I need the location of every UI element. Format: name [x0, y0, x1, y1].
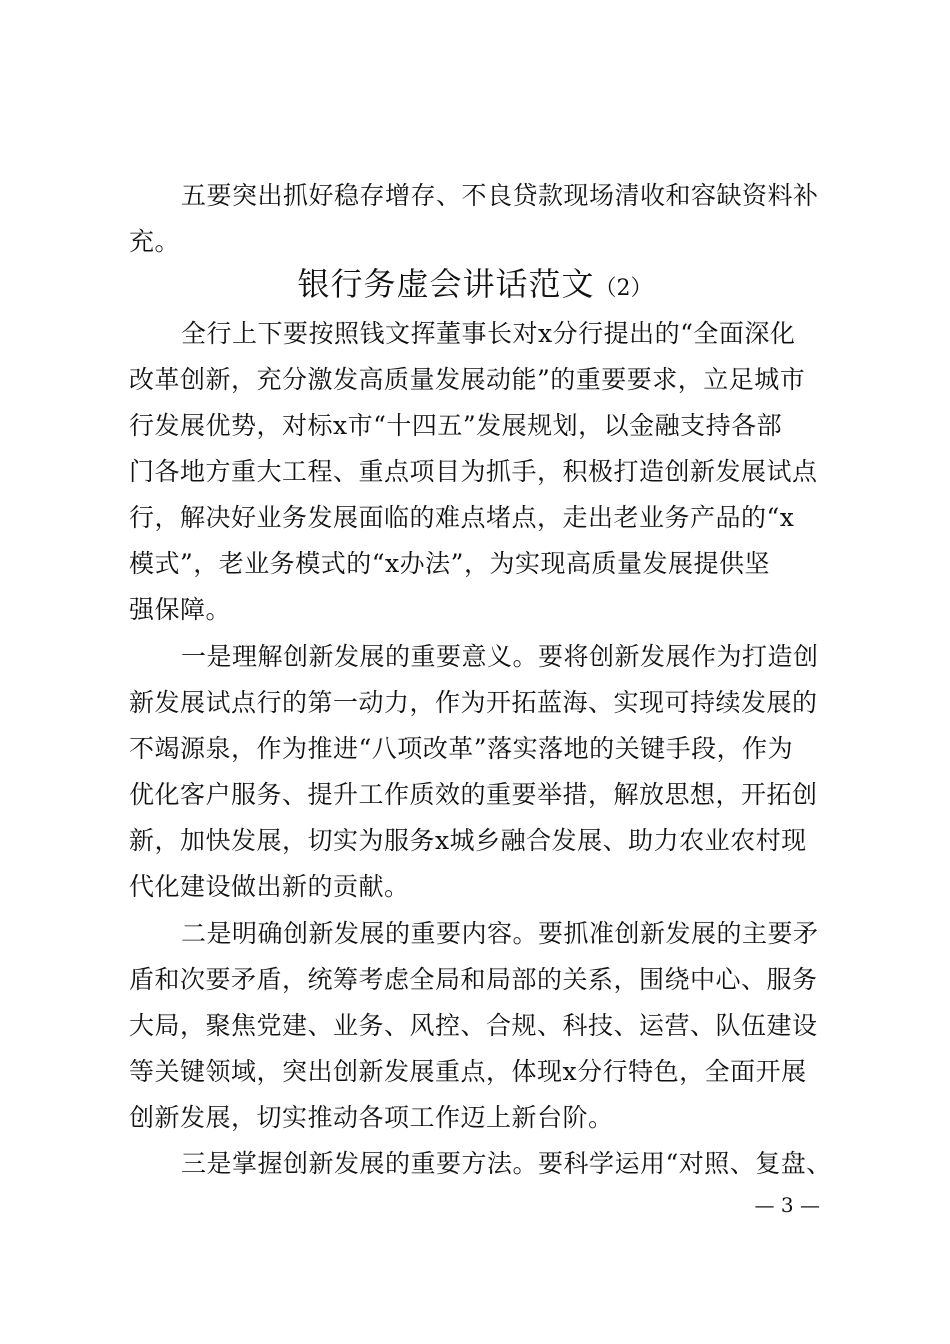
section-title — [0, 262, 950, 311]
paragraph3-line-5: 创新发展，切实推动各项工作迈上新台阶。 — [129, 1103, 614, 1132]
paragraph2-line-4: 优化客户服务、提升工作质效的重要举措，解放思想，开拓创 — [129, 780, 818, 809]
paragraph1-line-5: 行，解决好业务发展面临的难点堵点，走出老业务产品的“x — [129, 503, 795, 532]
intro-line-2: 充。 — [129, 227, 181, 256]
section-title-suffix: （2） — [594, 276, 653, 301]
paragraph3-line-2: 盾和次要矛盾，统筹考虑全局和局部的关系，围绕中心、服务 — [129, 965, 818, 994]
paragraph1-line-6: 模式”，老业务模式的“x办法”，为实现高质量发展提供坚 — [129, 549, 770, 578]
paragraph3-line-4: 等关键领域，突出创新发展重点，体现x分行特色，全面开展 — [129, 1057, 807, 1086]
intro-line-1: 五要突出抓好稳存增存、不良贷款现场清收和容缺资料补 — [181, 181, 819, 210]
paragraph2-line-5: 新，加快发展，切实为服务x城乡融合发展、助力农业农村现 — [129, 826, 807, 855]
paragraph2-line-3: 不竭源泉，作为推进“八项改革”落实落地的关键手段，作为 — [129, 734, 794, 763]
paragraph1-line-2: 改革创新，充分激发高质量发展动能”的重要要求，立足城市 — [129, 365, 806, 394]
paragraph3-line-3: 大局，聚焦党建、业务、风控、合规、科技、运营、队伍建设 — [129, 1011, 818, 1040]
page-number: — 3 — — [754, 1193, 820, 1217]
paragraph2-line-1: 一是理解创新发展的重要意义。要将创新发展作为打造创 — [181, 642, 819, 671]
paragraph3-line-1: 二是明确创新发展的重要内容。要抓准创新发展的主要矛 — [181, 919, 819, 948]
paragraph1-line-7: 强保障。 — [129, 595, 232, 624]
paragraph1-line-3: 行发展优势，对标x市“十四五”发展规划，以金融支持各部 — [129, 411, 783, 440]
paragraph1-line-4: 门各地方重大工程、重点项目为抓手，积极打造创新发展试点 — [129, 457, 818, 486]
paragraph4-line-1: 三是掌握创新发展的重要方法。要科学运用“对照、复盘、 — [181, 1149, 832, 1178]
paragraph1-line-1: 全行上下要按照钱文挥董事长对x分行提出的“全面深化 — [181, 319, 796, 348]
section-title-text: 银行务虚会讲话范文 — [297, 265, 595, 303]
paragraph2-line-6: 代化建设做出新的贡献。 — [129, 872, 410, 901]
paragraph2-line-2: 新发展试点行的第一动力，作为开拓蓝海、实现可持续发展的 — [129, 688, 818, 717]
